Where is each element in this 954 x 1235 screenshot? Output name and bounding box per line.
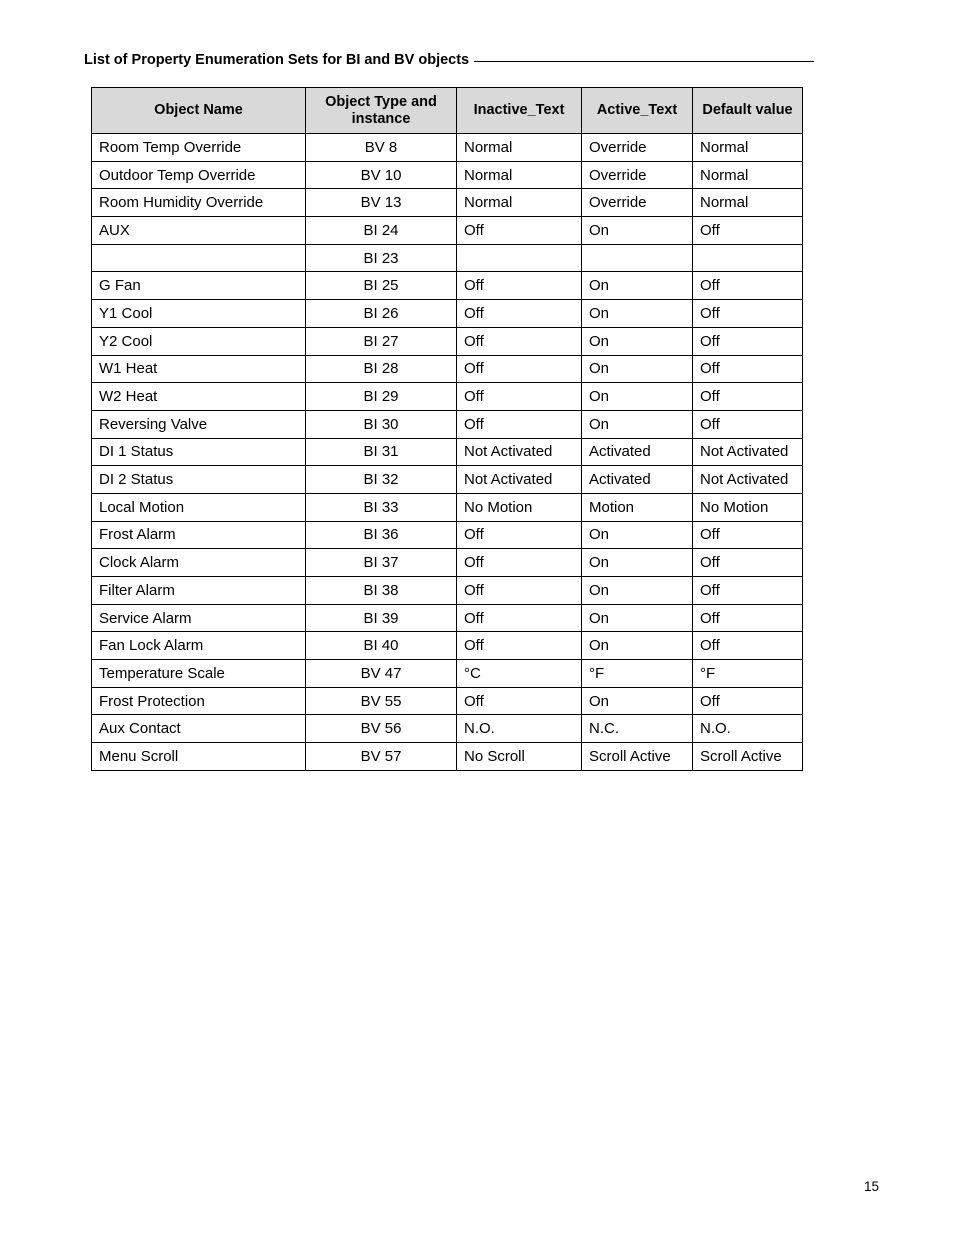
cell-object-name: Y2 Cool: [92, 327, 306, 355]
cell-object-type: BI 40: [306, 632, 457, 660]
cell-inactive-text: Off: [457, 217, 582, 245]
cell-object-name: Frost Alarm: [92, 521, 306, 549]
cell-object-name: Aux Contact: [92, 715, 306, 743]
cell-object-name: W1 Heat: [92, 355, 306, 383]
cell-active-text: On: [582, 383, 693, 411]
table-row: [92, 410, 803, 438]
table-row: [92, 743, 803, 771]
cell-inactive-text: Off: [457, 272, 582, 300]
cell-object-name: Fan Lock Alarm: [92, 632, 306, 660]
cell-default-value: °F: [693, 660, 803, 688]
cell-active-text: Override: [582, 189, 693, 217]
cell-inactive-text: Off: [457, 383, 582, 411]
section-title: List of Property Enumeration Sets for BI and BV objects: [84, 52, 470, 68]
cell-default-value: Normal: [693, 161, 803, 189]
cell-default-value: N.O.: [693, 715, 803, 743]
cell-object-name: DI 2 Status: [92, 466, 306, 494]
cell-object-name: Local Motion: [92, 493, 306, 521]
cell-active-text: Override: [582, 134, 693, 162]
cell-object-name: Y1 Cool: [92, 300, 306, 328]
heading-rule: [474, 61, 814, 62]
table-row: [92, 244, 803, 272]
cell-active-text: On: [582, 355, 693, 383]
cell-inactive-text: Off: [457, 410, 582, 438]
table-row: [92, 632, 803, 660]
header-object-type: Object Type and instance: [306, 88, 457, 134]
cell-object-type: BV 8: [306, 134, 457, 162]
table-row: [92, 687, 803, 715]
cell-object-type: BV 55: [306, 687, 457, 715]
cell-active-text: Motion: [582, 493, 693, 521]
cell-default-value: Not Activated: [693, 466, 803, 494]
cell-default-value: Not Activated: [693, 438, 803, 466]
cell-default-value: [693, 244, 803, 272]
table-row: [92, 493, 803, 521]
cell-active-text: N.C.: [582, 715, 693, 743]
cell-default-value: Off: [693, 327, 803, 355]
page-number: 15: [864, 1179, 880, 1194]
cell-object-name: Outdoor Temp Override: [92, 161, 306, 189]
cell-inactive-text: N.O.: [457, 715, 582, 743]
cell-active-text: On: [582, 604, 693, 632]
header-active-text: Active_Text: [582, 88, 693, 134]
cell-active-text: On: [582, 272, 693, 300]
cell-object-type: BI 29: [306, 383, 457, 411]
cell-active-text: On: [582, 521, 693, 549]
cell-default-value: Off: [693, 355, 803, 383]
cell-object-name: Temperature Scale: [92, 660, 306, 688]
table-row: [92, 217, 803, 245]
cell-default-value: Off: [693, 604, 803, 632]
table-row: [92, 438, 803, 466]
cell-active-text: On: [582, 300, 693, 328]
table-row: [92, 355, 803, 383]
table-row: [92, 272, 803, 300]
cell-object-type: BI 37: [306, 549, 457, 577]
cell-object-type: BI 24: [306, 217, 457, 245]
header-inactive-text: Inactive_Text: [457, 88, 582, 134]
enumeration-table: [91, 87, 803, 771]
cell-default-value: Off: [693, 272, 803, 300]
cell-object-name: Filter Alarm: [92, 577, 306, 605]
cell-object-type: BI 23: [306, 244, 457, 272]
cell-object-name: Service Alarm: [92, 604, 306, 632]
cell-object-type: BI 33: [306, 493, 457, 521]
cell-inactive-text: Off: [457, 577, 582, 605]
header-default-value: Default value: [693, 88, 803, 134]
cell-active-text: °F: [582, 660, 693, 688]
cell-object-name: Room Humidity Override: [92, 189, 306, 217]
cell-object-name: Reversing Valve: [92, 410, 306, 438]
cell-object-name: G Fan: [92, 272, 306, 300]
table-row: [92, 521, 803, 549]
cell-object-type: BI 25: [306, 272, 457, 300]
cell-inactive-text: Not Activated: [457, 438, 582, 466]
cell-object-name: AUX: [92, 217, 306, 245]
cell-active-text: On: [582, 687, 693, 715]
cell-object-type: BI 39: [306, 604, 457, 632]
cell-object-type: BI 36: [306, 521, 457, 549]
cell-default-value: Scroll Active: [693, 743, 803, 771]
cell-object-name: W2 Heat: [92, 383, 306, 411]
cell-default-value: Normal: [693, 189, 803, 217]
cell-object-type: BI 27: [306, 327, 457, 355]
cell-inactive-text: [457, 244, 582, 272]
cell-active-text: Override: [582, 161, 693, 189]
cell-active-text: On: [582, 577, 693, 605]
table-row: [92, 300, 803, 328]
cell-default-value: Off: [693, 687, 803, 715]
table-row: [92, 189, 803, 217]
table-row: [92, 715, 803, 743]
cell-inactive-text: Off: [457, 521, 582, 549]
cell-inactive-text: °C: [457, 660, 582, 688]
cell-inactive-text: Not Activated: [457, 466, 582, 494]
cell-default-value: Off: [693, 521, 803, 549]
table-row: [92, 161, 803, 189]
cell-active-text: [582, 244, 693, 272]
cell-inactive-text: Off: [457, 549, 582, 577]
cell-default-value: Off: [693, 549, 803, 577]
table-header-row: [92, 88, 803, 134]
cell-active-text: On: [582, 549, 693, 577]
table-row: [92, 383, 803, 411]
cell-default-value: Off: [693, 632, 803, 660]
cell-default-value: Off: [693, 410, 803, 438]
cell-object-name: Menu Scroll: [92, 743, 306, 771]
section-heading: [84, 52, 814, 68]
cell-active-text: On: [582, 217, 693, 245]
table-row: [92, 327, 803, 355]
cell-inactive-text: Normal: [457, 161, 582, 189]
cell-object-type: BI 28: [306, 355, 457, 383]
cell-inactive-text: No Motion: [457, 493, 582, 521]
table-row: [92, 134, 803, 162]
cell-object-name: DI 1 Status: [92, 438, 306, 466]
cell-active-text: On: [582, 410, 693, 438]
table-row: [92, 577, 803, 605]
cell-inactive-text: Off: [457, 687, 582, 715]
cell-inactive-text: Off: [457, 327, 582, 355]
cell-default-value: No Motion: [693, 493, 803, 521]
cell-object-type: BI 32: [306, 466, 457, 494]
cell-active-text: On: [582, 632, 693, 660]
header-object-name: Object Name: [92, 88, 306, 134]
cell-object-type: BV 56: [306, 715, 457, 743]
cell-active-text: Scroll Active: [582, 743, 693, 771]
cell-inactive-text: No Scroll: [457, 743, 582, 771]
cell-active-text: On: [582, 327, 693, 355]
cell-object-name: [92, 244, 306, 272]
table-row: [92, 660, 803, 688]
cell-object-name: Room Temp Override: [92, 134, 306, 162]
cell-default-value: Off: [693, 577, 803, 605]
cell-inactive-text: Normal: [457, 134, 582, 162]
table-row: [92, 604, 803, 632]
cell-object-type: BV 47: [306, 660, 457, 688]
cell-object-type: BV 13: [306, 189, 457, 217]
cell-object-type: BI 26: [306, 300, 457, 328]
cell-object-type: BV 57: [306, 743, 457, 771]
table-body: [92, 134, 803, 771]
cell-active-text: Activated: [582, 438, 693, 466]
cell-inactive-text: Off: [457, 632, 582, 660]
table-row: [92, 466, 803, 494]
cell-object-type: BV 10: [306, 161, 457, 189]
cell-default-value: Normal: [693, 134, 803, 162]
cell-object-type: BI 30: [306, 410, 457, 438]
cell-default-value: Off: [693, 217, 803, 245]
cell-default-value: Off: [693, 300, 803, 328]
cell-inactive-text: Normal: [457, 189, 582, 217]
cell-object-type: BI 38: [306, 577, 457, 605]
cell-inactive-text: Off: [457, 300, 582, 328]
cell-object-type: BI 31: [306, 438, 457, 466]
cell-active-text: Activated: [582, 466, 693, 494]
cell-object-name: Frost Protection: [92, 687, 306, 715]
cell-inactive-text: Off: [457, 355, 582, 383]
cell-inactive-text: Off: [457, 604, 582, 632]
cell-default-value: Off: [693, 383, 803, 411]
table-row: [92, 549, 803, 577]
cell-object-name: Clock Alarm: [92, 549, 306, 577]
